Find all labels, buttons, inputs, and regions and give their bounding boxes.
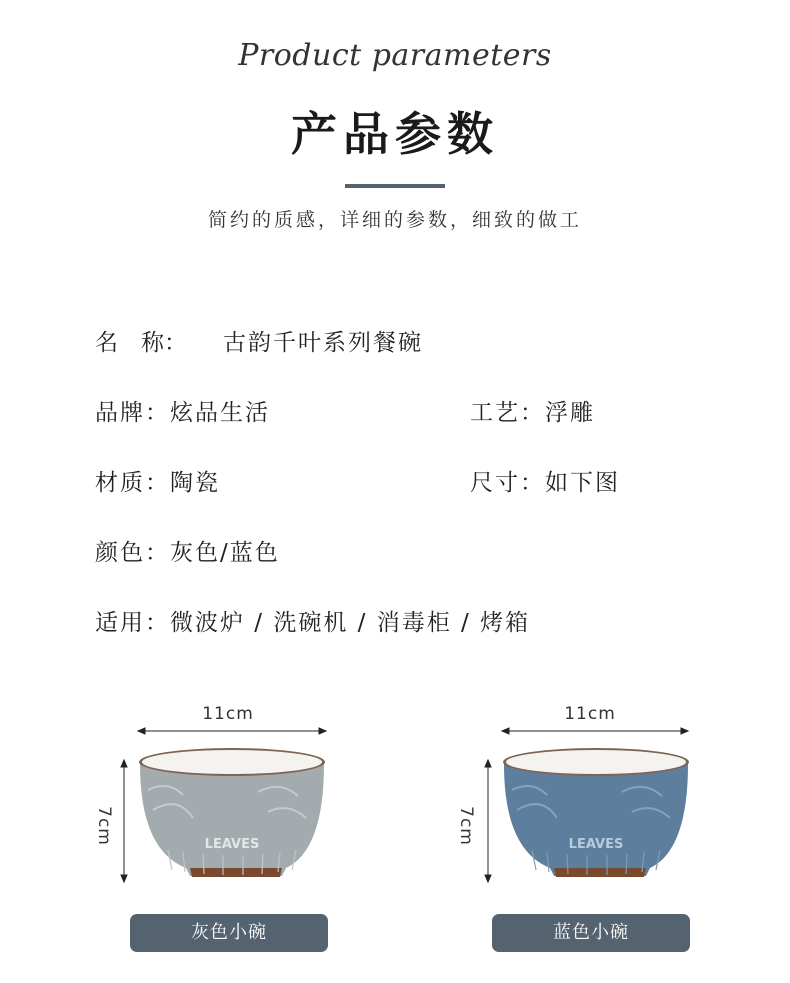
param-material xyxy=(95,464,220,497)
param-brand xyxy=(95,394,270,427)
param-usage xyxy=(95,604,530,637)
param-usage-label: 适用： xyxy=(95,610,170,636)
bowl-blue-height: 7cm xyxy=(455,806,476,846)
param-craft xyxy=(470,394,595,427)
bowl-gray-emboss: LEAVES xyxy=(204,837,260,852)
param-color-label: 颜色： xyxy=(95,540,170,566)
param-brand-value: 炫品生活 xyxy=(170,400,270,426)
param-color xyxy=(95,534,280,567)
english-title: Product parameters xyxy=(238,38,552,73)
param-brand-label: 品牌： xyxy=(95,400,170,426)
param-usage-value: 微波炉 / 洗碗机 / 消毒柜 / 烤箱 xyxy=(170,610,531,636)
bowl-gray-height: 7cm xyxy=(93,806,114,846)
bowl-gray-label: 灰色小碗 xyxy=(130,914,328,952)
bowl-blue-image xyxy=(470,700,710,900)
param-color-value: 灰色/蓝色 xyxy=(170,540,280,566)
bowl-gray-image xyxy=(108,700,348,900)
bowl-blue-width: 11cm xyxy=(564,704,616,724)
param-material-label: 材质： xyxy=(95,470,170,496)
bowl-gray-block xyxy=(93,700,348,960)
param-craft-value: 浮雕 xyxy=(545,400,595,426)
bowl-blue-label: 蓝色小碗 xyxy=(492,914,690,952)
param-craft-label: 工艺： xyxy=(470,400,545,426)
title-divider xyxy=(345,184,445,188)
param-size-label: 尺寸： xyxy=(470,470,545,496)
page-title: 产品参数 xyxy=(291,107,499,161)
param-name xyxy=(95,324,423,357)
param-size-value: 如下图 xyxy=(545,470,620,496)
bowl-blue-block xyxy=(455,700,710,960)
param-name-value: 古韵千叶系列餐碗 xyxy=(223,330,423,356)
param-material-value: 陶瓷 xyxy=(170,470,220,496)
subtitle: 简约的质感，详细的参数，细致的做工 xyxy=(207,209,582,231)
bowl-blue-emboss: LEAVES xyxy=(568,837,624,852)
param-name-label: 名 称： xyxy=(95,330,187,356)
bowl-gray-width: 11cm xyxy=(202,704,254,724)
param-size xyxy=(470,464,620,497)
